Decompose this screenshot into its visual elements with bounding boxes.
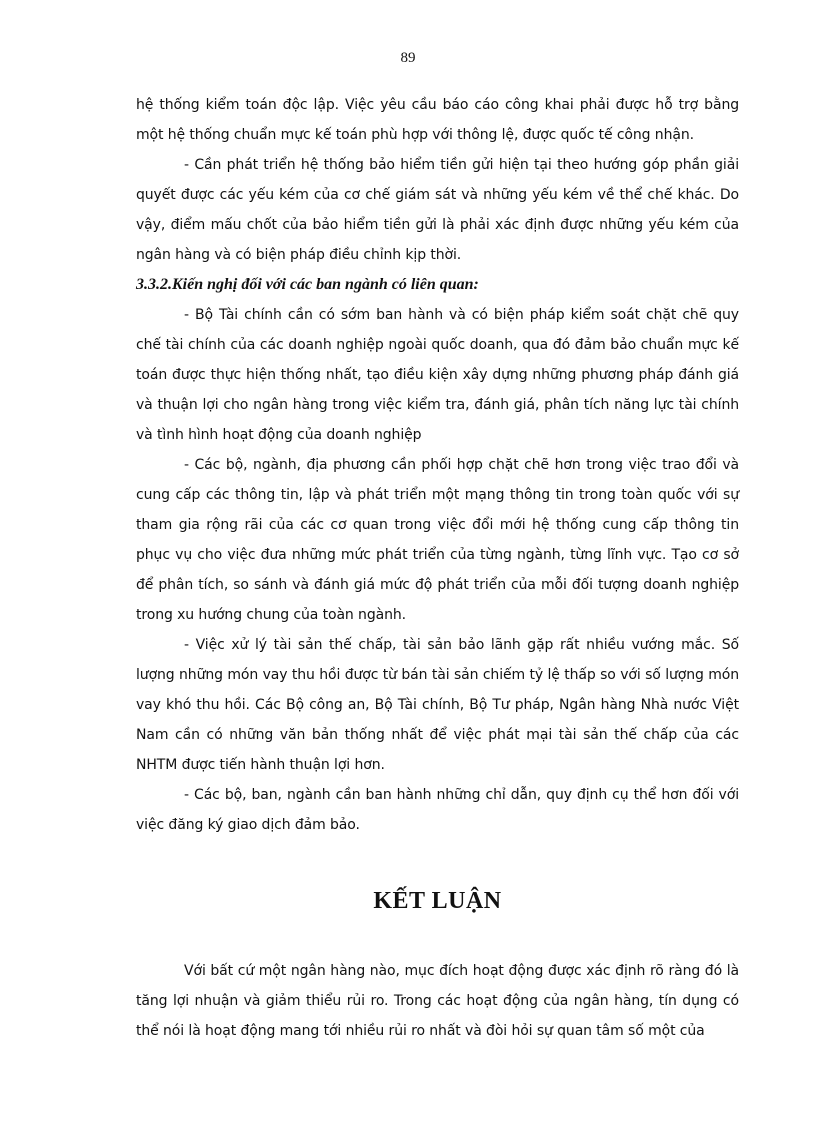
paragraph-ministry-finance: - Bộ Tài chính cần có sớm ban hành và có biện pháp kiểm soát chặt chẽ quy chế tài chính của các doanh nghiệp ngoài quốc doanh, qua đó đảm bảo chuẩn mực kế toán được thực hiện thống nhất, tạo điều kiện xây dựng những phương pháp đánh giá và thuận lợi cho ngân hàng trong việc kiểm tra, đánh giá, phân tích năng lực tài chính và tình hình hoạt động của doanh nghiệp — [136, 307, 739, 443]
section-heading: 3.3.2.Kiến nghị đối với các ban ngành có liên quan: — [136, 276, 479, 293]
paragraph-audit-continuation: hệ thống kiểm toán độc lập. Việc yêu cầu báo cáo công khai phải được hỗ trợ bằng một hệ thống chuẩn mực kế toán phù hợp với thông lệ, được quốc tế công nhận. — [136, 97, 739, 143]
paragraph-conclusion: Với bất cứ một ngân hàng nào, mục đích hoạt động được xác định rõ ràng đó là tăng lợi nhuận và giảm thiểu rủi ro. Trong các hoạt động của ngân hàng, tín dụng có thể nói là hoạt động mang tới nhiều rủi ro nhất và đòi hỏi sự quan tâm số một của — [136, 963, 739, 1039]
paragraph-collateral-handling: - Việc xử lý tài sản thế chấp, tài sản bảo lãnh gặp rất nhiều vướng mắc. Số lượng những món vay thu hồi được từ bán tài sản chiếm tỷ lệ thấp so với số lượng món vay khó thu hồi. Các Bộ công an, Bộ Tài chính, Bộ Tư pháp, Ngân hàng Nhà nước Việt Nam cần có những văn bản thống nhất để việc phát mại tài sản thế chấp của các NHTM được tiến hành thuận lợi hơn. — [136, 637, 739, 773]
paragraph-secured-transactions: - Các bộ, ban, ngành cần ban hành những chỉ dẫn, quy định cụ thể hơn đối với việc đăng ký giao dịch đảm bảo. — [136, 787, 739, 833]
conclusion-title: KẾT LUẬN — [373, 888, 502, 914]
paragraph-ministries-coordination: - Các bộ, ngành, địa phương cần phối hợp chặt chẽ hơn trong việc trao đổi và cung cấp các thông tin, lập và phát triển một mạng thông tin trong toàn quốc với sự tham gia rộng rãi của các cơ quan trong việc đổi mới hệ thống cung cấp thông tin phục vụ cho việc đưa những mức phát triển của từng ngành, từng lĩnh vực. Tạo cơ sở để phân tích, so sánh và đánh giá mức độ phát triển của mỗi đối tượng doanh nghiệp trong xu hướng chung của toàn ngành. — [136, 457, 739, 623]
paragraph-deposit-insurance: - Cần phát triển hệ thống bảo hiểm tiền gửi hiện tại theo hướng góp phần giải quyết được các yếu kém của cơ chế giám sát và những yếu kém về thể chế khác. Do vậy, điểm mấu chốt của bảo hiểm tiền gửi là phải xác định được những yếu kém của ngân hàng và có biện pháp điều chỉnh kịp thời. — [136, 157, 739, 263]
page-number: 89 — [400, 50, 416, 66]
document-body — [136, 90, 739, 1046]
